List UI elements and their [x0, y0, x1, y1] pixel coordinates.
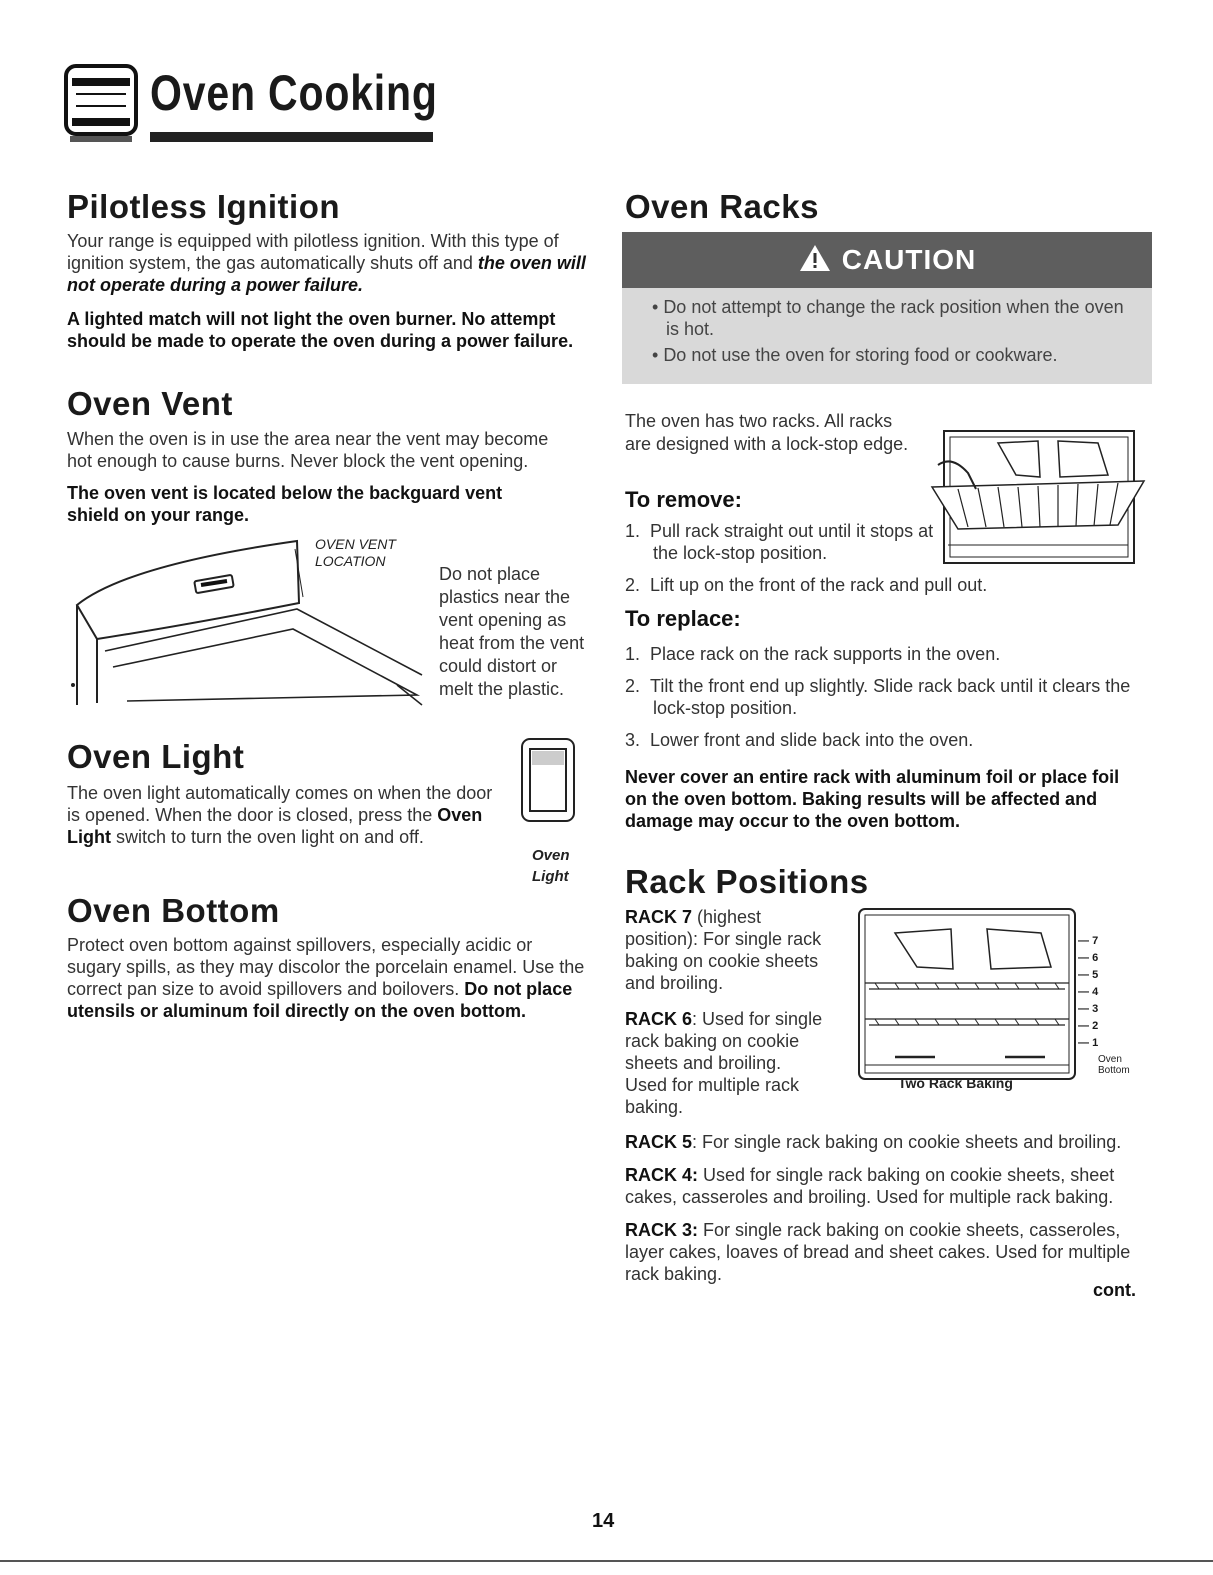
remove-heading: To remove: [625, 487, 742, 512]
pilotless-title: Pilotless Ignition [67, 188, 341, 225]
pilotless-warning: A lighted match will not light the oven burner. No attempt should be made to operate the oven during a power failure. [67, 309, 574, 351]
rack6-text: RACK 6: Used for single rack baking on cookie sheets and broiling. Used for multiple rack baking. [625, 1009, 823, 1117]
caution-banner [622, 232, 1152, 288]
vent-title: Oven Vent [67, 385, 233, 422]
rack-positions-diagram [855, 905, 1080, 1085]
racks-title: Oven Racks [625, 188, 819, 225]
foil-warning: Never cover an entire rack with aluminum foil or place foil on the oven bottom. Baking results will be affected and damage may occur to the oven bottom. [625, 767, 1120, 831]
page-number: 14 [592, 1510, 615, 1532]
rack7-text: RACK 7 (highest position): For single rack baking on cookie sheets and broiling. [625, 907, 822, 993]
caution-box [622, 232, 1152, 384]
oven-light-caption: Oven Light [532, 847, 570, 885]
page-header-title: Oven Cooking [150, 65, 438, 121]
footer-rule [0, 1560, 1213, 1562]
caution-list [622, 296, 1152, 366]
oven-light-switch-icon [518, 735, 578, 825]
replace-step: 1. Place rack on the rack supports in the oven. [625, 644, 1001, 664]
bottom-title: Oven Bottom [67, 892, 280, 929]
rack-level-label: — 1 [1078, 1037, 1099, 1049]
vent-paragraph: When the oven is in use the area near the vent may become hot enough to cause burns. Never block the vent opening. [67, 429, 549, 471]
rack4-text: RACK 4: Used for single rack baking on cookie sheets, sheet cakes, casseroles and broiling. Used for multiple rack baking. [625, 1165, 1115, 1207]
light-title: Oven Light [67, 738, 245, 775]
replace-steps [625, 643, 1145, 761]
rack-level-label: — 7 [1078, 935, 1099, 947]
continued-label: cont. [1093, 1280, 1136, 1300]
racks-intro: The oven has two racks. All racks are designed with a lock-stop edge. [625, 411, 909, 454]
oven-bottom-label: Oven Bottom [1098, 1054, 1130, 1076]
remove-step: 2. Lift up on the front of the rack and pull out. [625, 575, 988, 595]
remove-steps [625, 520, 1145, 606]
replace-step: 3. Lower front and slide back into the oven. [625, 730, 974, 750]
caution-item: • Do not attempt to change the rack position when the oven is hot. [652, 297, 1124, 339]
light-paragraph: The oven light automatically comes on when the door is opened. When the door is closed, press the Oven Light switch to turn the oven light on and off. [67, 783, 493, 847]
rack-level-labels [1078, 935, 1128, 1054]
rack-level-label: — 6 [1078, 952, 1099, 964]
vent-location-label: OVEN VENT LOCATION [315, 536, 396, 569]
warning-triangle-icon [798, 243, 832, 278]
rack3-text: RACK 3: For single rack baking on cookie sheets, casseroles, layer cakes, loaves of bread and sheet cakes. Used for multiple rack baking. [625, 1220, 1131, 1284]
rack-diagram-caption: Two Rack Baking [898, 1075, 1013, 1091]
replace-step: 2. Tilt the front end up slightly. Slide rack back until it clears the lock-stop position. [625, 676, 1131, 718]
header-underline [150, 132, 433, 142]
vent-location-note: The oven vent is located below the backguard vent shield on your range. [67, 483, 503, 525]
bottom-paragraph: Protect oven bottom against spillovers, especially acidic or sugary spills, as they may discolor the porcelain enamel. Use the correct pan size to avoid spillovers and boilovers. Do not place utensils or aluminum foil directly on the oven bottom. [67, 935, 585, 1021]
vent-side-note: Do not place plastics near the vent opening as heat from the vent could distort or melt the plastic. [439, 564, 585, 699]
rack-level-label: — 4 [1078, 986, 1099, 998]
caution-label: CAUTION [841, 244, 977, 275]
pilotless-paragraph: Your range is equipped with pilotless ignition. With this type of ignition system, the gas automatically shuts off and the oven will not operate during a power failure. [67, 231, 586, 295]
rack-level-label: — 2 [1078, 1020, 1099, 1032]
rack-level-label: — 5 [1078, 969, 1099, 981]
caution-item: • Do not use the oven for storing food or cookware. [652, 345, 1058, 365]
replace-heading: To replace: [625, 606, 741, 631]
header-oven-icon [62, 62, 140, 150]
remove-step: 1. Pull rack straight out until it stops at the lock-stop position. [625, 521, 934, 563]
rack-level-label: — 3 [1078, 1003, 1099, 1015]
positions-title: Rack Positions [625, 863, 869, 900]
rack5-text: RACK 5: For single rack baking on cookie sheets and broiling. [625, 1132, 1122, 1152]
